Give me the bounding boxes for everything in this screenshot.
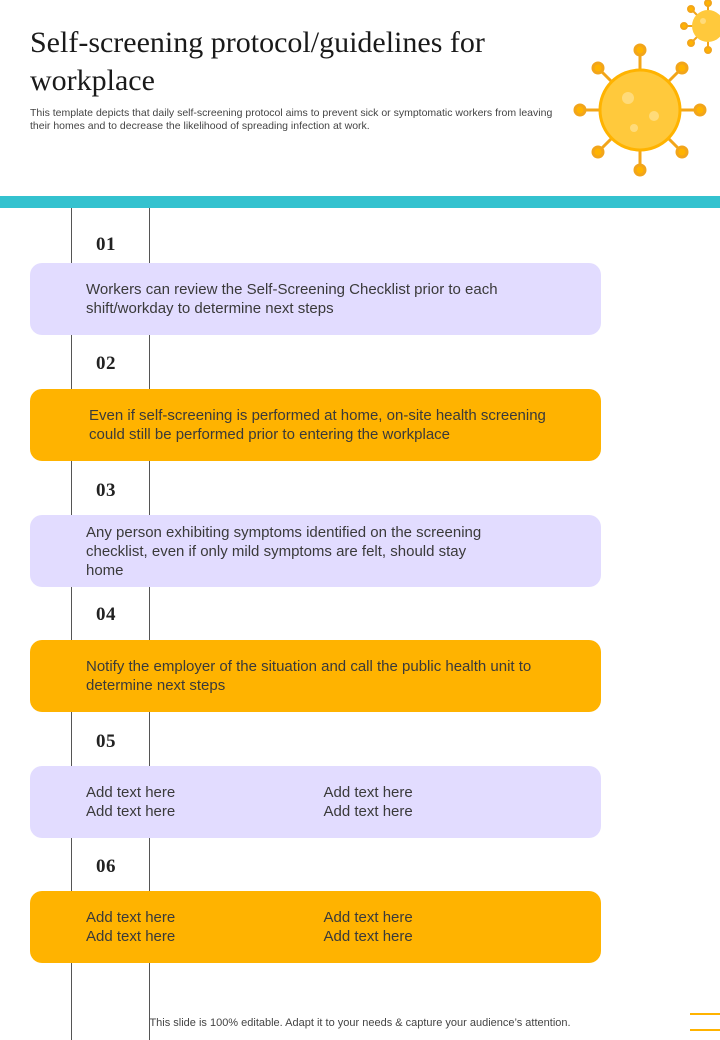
step-card-02 [30,389,601,461]
step-card-01 [30,263,601,335]
step-number-02: 02 [96,353,116,374]
step-card-05 [30,766,601,838]
step-number-06: 06 [96,856,116,877]
footer-accent-line-1 [690,1013,720,1015]
step-06-text-4: Add text here [323,928,413,945]
step-06-text-2: Add text here [86,928,176,945]
page-subtitle: This template depicts that daily self-screening protocol aims to prevent sick or symptomatic workers from leaving their homes and to decrease the likelihood of spreading infection at work. [30,107,553,132]
step-05-text-4: Add text here [323,803,413,820]
step-card-06 [30,891,601,963]
step-number-05: 05 [96,731,116,752]
step-text-02: Even if self-screening is performed at home, on-site health screening could still be performed prior to entering the workplace [89,407,546,443]
header-divider-bar [0,196,720,208]
step-05-text-3: Add text here [323,784,413,801]
page-title: Self-screening protocol/guidelines for workplace [30,26,485,97]
step-06-text-1: Add text here [86,909,176,926]
step-number-03: 03 [96,480,116,501]
step-text-03: Any person exhibiting symptoms identified on the screening checklist, even if only mild symptoms are felt, should stay home [86,523,482,579]
step-text-01: Workers can review the Self-Screening Checklist prior to each shift/workday to determine next steps [86,281,498,317]
step-number-01: 01 [96,234,116,255]
step-06-text-3: Add text here [323,909,413,926]
step-card-04 [30,640,601,712]
step-text-04: Notify the employer of the situation and call the public health unit to determine next steps [86,658,532,694]
step-05-text-2: Add text here [86,803,176,820]
step-card-03 [30,515,601,587]
footer-accent-line-2 [690,1029,720,1031]
virus-icon-large [570,40,710,180]
footer-note: This slide is 100% editable. Adapt it to your needs & capture your audience’s attention. [149,1017,571,1029]
virus-icon-small [678,0,720,56]
step-05-text-1: Add text here [86,784,176,801]
step-number-04: 04 [96,604,116,625]
